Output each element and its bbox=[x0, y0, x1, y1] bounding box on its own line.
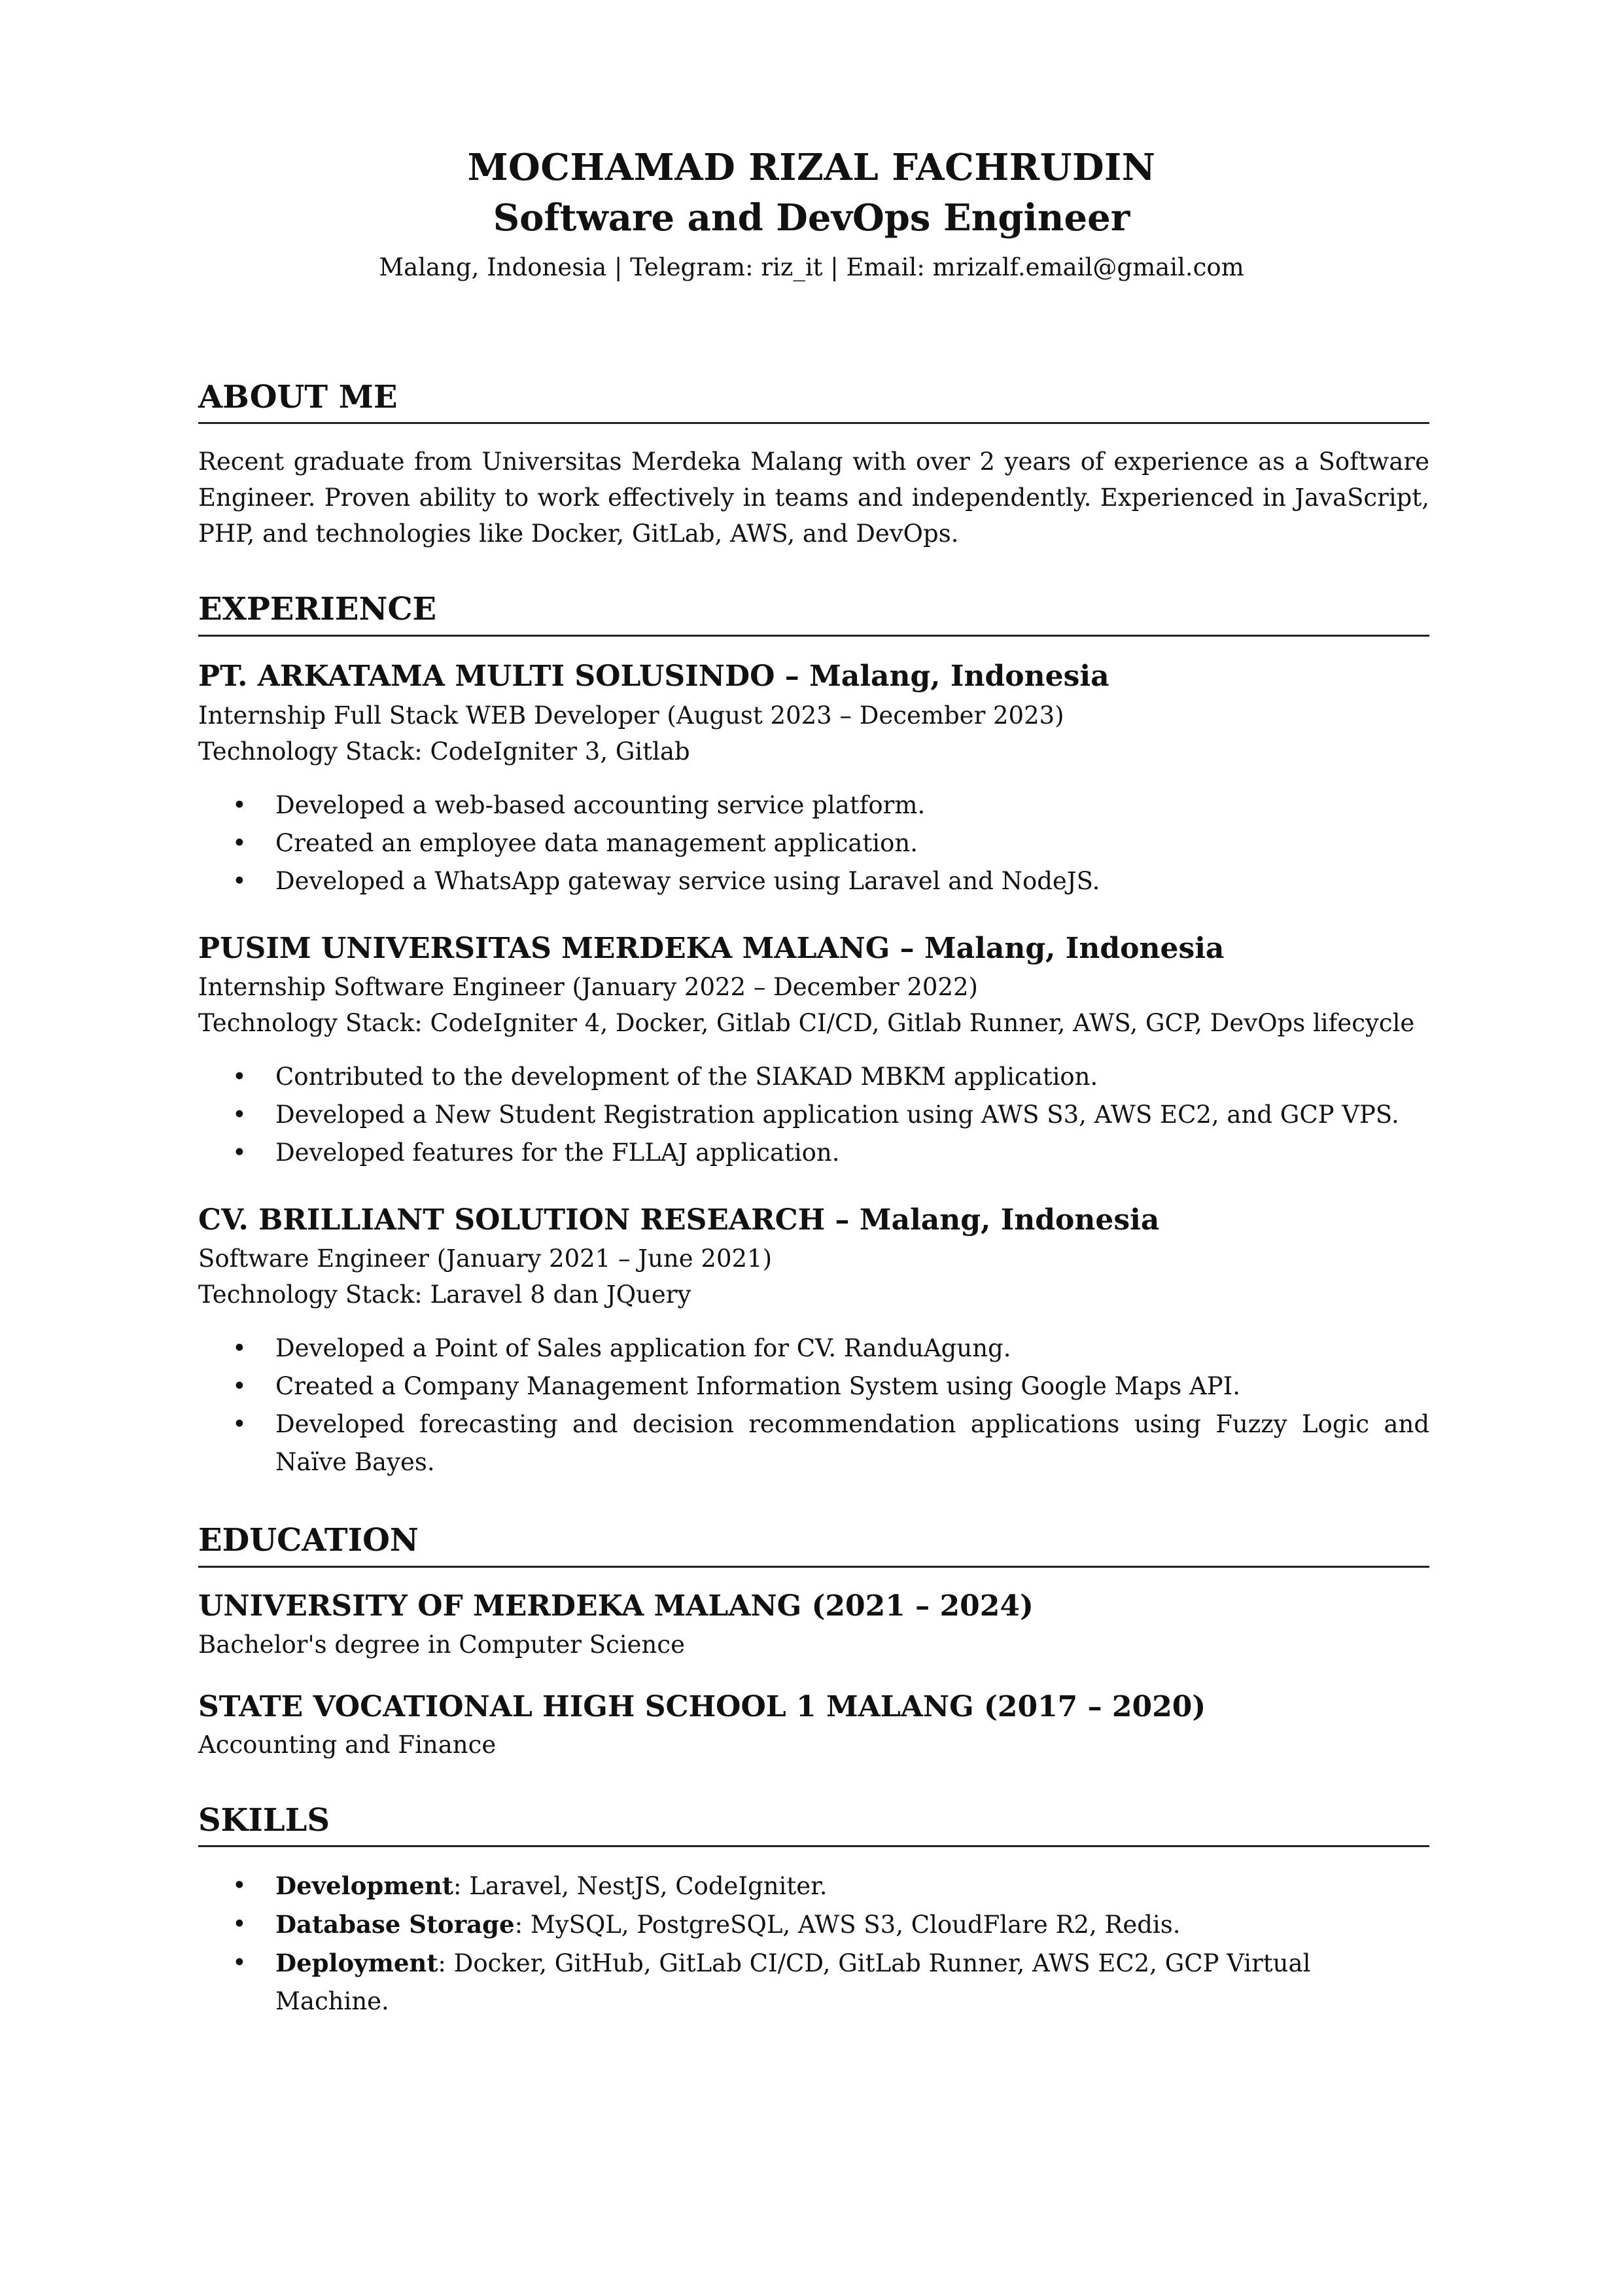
list-item: • Contributed to the development of the SIAKAD MBKM application. bbox=[198, 1058, 1429, 1096]
skill-value: : MySQL, PostgreSQL, AWS S3, CloudFlare R2, Redis. bbox=[514, 1911, 1181, 1939]
job-bullets bbox=[198, 786, 1429, 900]
contact-line: Malang, Indonesia | Telegram: riz_it | Email: mrizalf.email@gmail.com bbox=[379, 253, 1244, 281]
section-title-experience: EXPERIENCE bbox=[198, 591, 437, 627]
job-company: PT. ARKATAMA MULTI SOLUSINDO – Malang, Indonesia bbox=[198, 660, 1109, 693]
list-item bbox=[198, 1944, 1429, 2021]
section-divider bbox=[198, 1566, 1429, 1568]
skill-value: : Docker, GitHub, GitLab CI/CD, GitLab Runner, AWS EC2, GCP Virtual Machine. bbox=[275, 1949, 1311, 2015]
section-title-about: ABOUT ME bbox=[198, 379, 398, 415]
job-stack: Technology Stack: Laravel 8 dan JQuery bbox=[198, 1280, 691, 1309]
candidate-name: MOCHAMAD RIZAL FACHRUDIN bbox=[467, 146, 1156, 189]
education-school: STATE VOCATIONAL HIGH SCHOOL 1 MALANG (2017 – 2020) bbox=[198, 1690, 1206, 1723]
list-item: • Developed forecasting and decision recommendation applications using Fuzzy Logic and Naïve Bayes. bbox=[198, 1405, 1429, 1481]
candidate-role: Software and DevOps Engineer bbox=[493, 196, 1130, 239]
section-divider bbox=[198, 635, 1429, 637]
list-item: • Created a Company Management Information System using Google Maps API. bbox=[198, 1368, 1429, 1405]
job-bullets bbox=[198, 1330, 1429, 1481]
list-item bbox=[198, 1905, 1429, 1944]
job-company: PUSIM UNIVERSITAS MERDEKA MALANG – Malang, Indonesia bbox=[198, 932, 1225, 965]
list-item: • Created an employee data management application. bbox=[198, 824, 1429, 862]
skill-label: Deployment bbox=[275, 1949, 438, 1977]
list-item: • Developed a WhatsApp gateway service using Laravel and NodeJS. bbox=[198, 862, 1429, 900]
job-stack: Technology Stack: CodeIgniter 3, Gitlab bbox=[198, 737, 690, 766]
job-stack: Technology Stack: CodeIgniter 4, Docker, Gitlab CI/CD, Gitlab Runner, AWS, GCP, DevOps lifecycle bbox=[198, 1009, 1415, 1037]
skill-label: Development bbox=[275, 1871, 453, 1900]
list-item: • Developed a New Student Registration application using AWS S3, AWS EC2, and GCP VPS. bbox=[198, 1096, 1429, 1134]
section-title-skills: SKILLS bbox=[198, 1802, 330, 1839]
section-divider bbox=[198, 422, 1429, 424]
about-text: Recent graduate from Universitas Merdeka Malang with over 2 years of experience as a Software Engineer. Proven ability to work effectively in teams and independently. Experienced in JavaScript, PHP, and technologies like Docker, GitLab, AWS, and DevOps. bbox=[198, 448, 1429, 548]
list-item: • Developed features for the FLLAJ application. bbox=[198, 1134, 1429, 1172]
education-detail: Bachelor's degree in Computer Science bbox=[198, 1631, 685, 1659]
section-divider bbox=[198, 1845, 1429, 1847]
skill-label: Database Storage bbox=[275, 1910, 515, 1939]
job-position: Internship Software Engineer (January 2022 – December 2022) bbox=[198, 973, 978, 1001]
list-item: • Developed a Point of Sales application for CV. RanduAgung. bbox=[198, 1330, 1429, 1368]
list-item: • Developed a web-based accounting service platform. bbox=[198, 786, 1429, 824]
job-position: Software Engineer (January 2021 – June 2021) bbox=[198, 1245, 773, 1273]
education-school: UNIVERSITY OF MERDEKA MALANG (2021 – 2024) bbox=[198, 1589, 1034, 1623]
job-company: CV. BRILLIANT SOLUTION RESEARCH – Malang, Indonesia bbox=[198, 1203, 1160, 1237]
list-item bbox=[198, 1867, 1429, 1905]
job-bullets bbox=[198, 1058, 1429, 1172]
education-detail: Accounting and Finance bbox=[198, 1731, 497, 1759]
job-position: Internship Full Stack WEB Developer (August 2023 – December 2023) bbox=[198, 701, 1064, 730]
skills-list bbox=[198, 1867, 1429, 2021]
section-title-education: EDUCATION bbox=[198, 1522, 419, 1559]
skill-value: : Laravel, NestJS, CodeIgniter. bbox=[453, 1872, 828, 1900]
